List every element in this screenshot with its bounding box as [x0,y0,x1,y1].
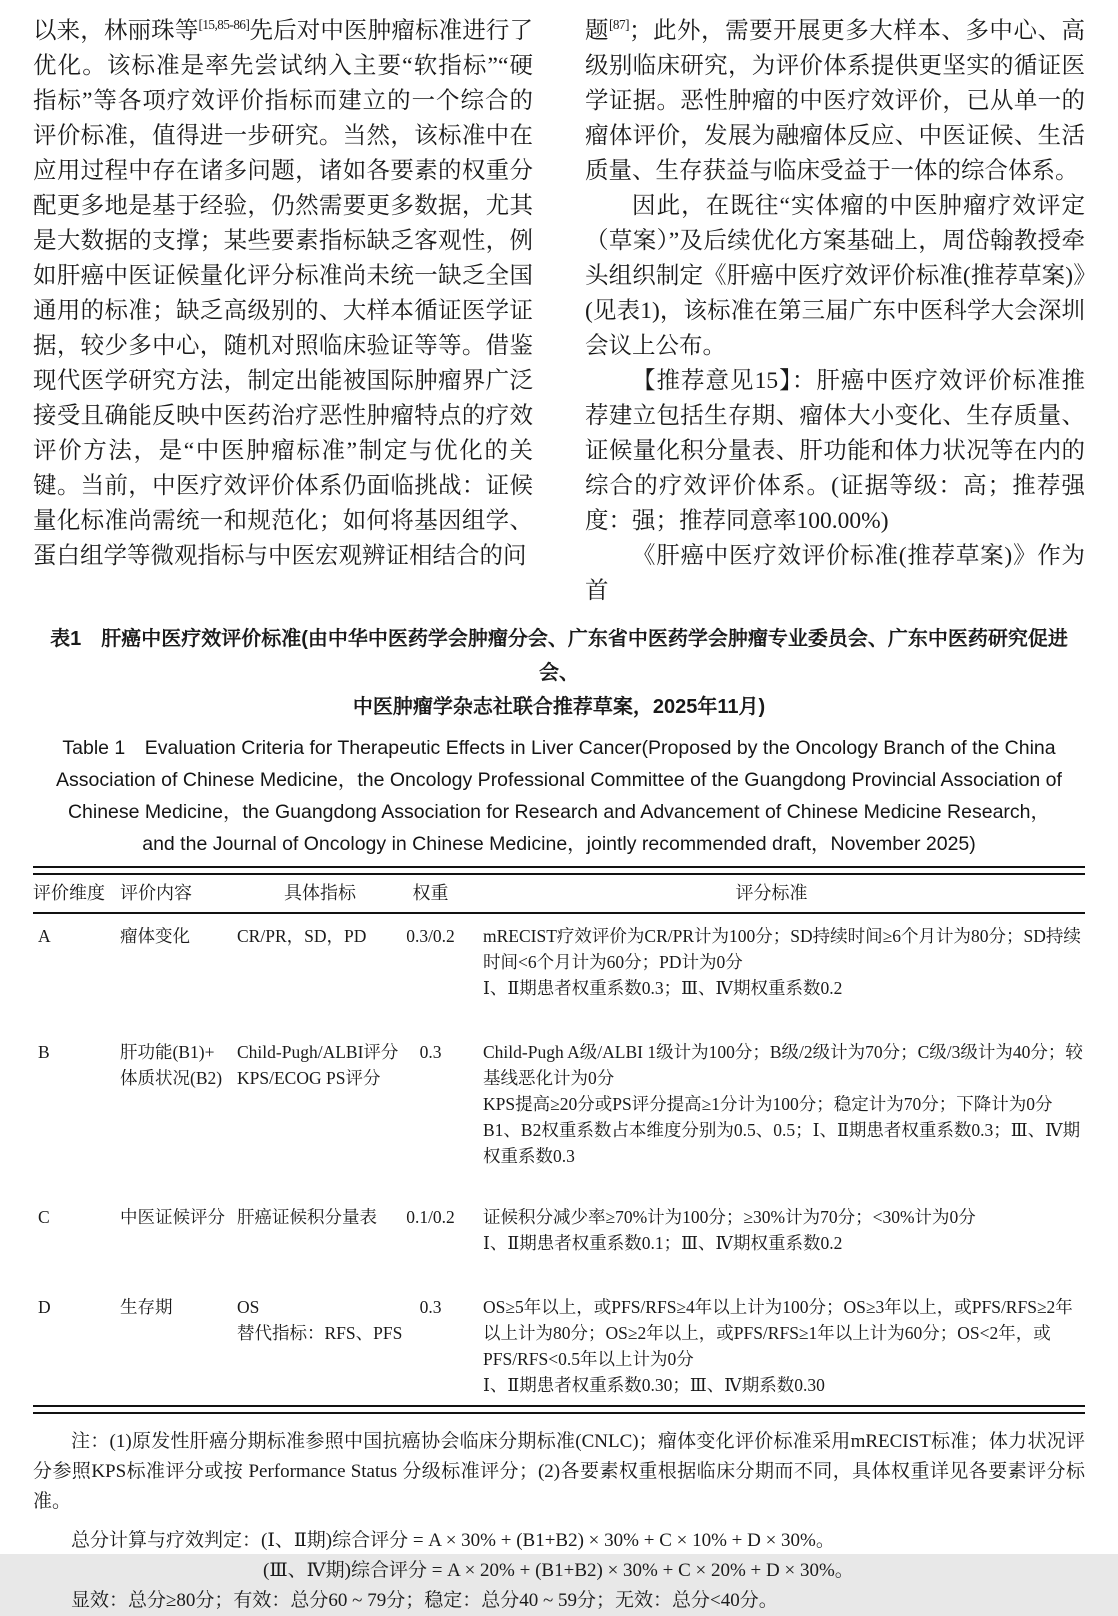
cell-indicator [237,1204,403,1256]
body-paragraph: 以来，林丽珠等[15,85-86]先后对中医肿瘤标准进行了优化。该标准是率先尝试纳入主要“软指标”“硬指标”等各项疗效评价指标而建立的一个综合的评价标准，值得进一步研究。当然，该标准中在应用过程中存在诸多问题，诸如各要素的权重分配更多地是基于经验，仍然需要更多数据，尤其是大数据的支撑；某些要素指标缺乏客观性，例如肝癌中医证候量化评分标准尚未统一缺乏全国通用的标准；缺乏高级别的、大样本循证医学证据，较少多中心，随机对照临床验证等等。借鉴现代医学研究方法，制定出能被国际肿瘤界广泛接受且确能反映中医药治疗恶性肿瘤特点的疗效评价方法，是“中医肿瘤标准”制定与优化的关键。当前，中医疗效评价体系仍面临挑战：证候量化标准尚需统一和规范化；如何将基因组学、蛋白组学等微观指标与中医宏观辨证相结合的问 [33,17,534,569]
caption-line: 中医肿瘤学杂志社联合推荐草案，2025年11月) [352,696,766,718]
cell-weight: 0.3/0.2 [406,926,455,946]
note-general: 注：(1)原发性肝癌分期标准参照中国抗癌协会临床分期标准(CNLC)；瘤体变化评价标准采用mRECIST标准；体力状况评分参照KPS标准评分或按 Performance Status 分级标准评分；(2)各要素权重根据临床分期而不同，具体权重详见各要素评分标准。 [33,1431,1085,1512]
header-indicator: 具体指标 [284,883,356,903]
cell-line: CR/PR，SD，PD [237,926,367,946]
cell-line: 中医证候评分 [120,1207,225,1227]
criteria-paragraph: OS≥5年以上，或PFS/RFS≥4年以上计为100分；OS≥3年以上，或PFS/RFS≥2年以上计为80分；OS≥2年以上，或PFS/RFS≥1年以上计为60分；OS<2年，或PFS/RFS<0.5年以上计为0分 [483,1297,1073,1369]
cell-indicator [237,1294,403,1398]
note-formula-stage34: (Ⅲ、Ⅳ期)综合评分 = A × 20% + (B1+B2) × 30% + C × 20% + D × 30%。 [263,1560,854,1581]
cell-line: KPS/ECOG PS评分 [237,1068,381,1088]
criteria-paragraph: Ⅰ、Ⅱ期患者权重系数0.3；Ⅲ、Ⅳ期权重系数0.2 [483,978,843,998]
cell-line: 替代指标：RFS、PFS [237,1323,403,1343]
caption-line: Chinese Medicine，the Guangdong Association for Research and Advancement of Chinese Medicine Research， [67,801,1051,823]
table-bottom-rule [33,1405,1085,1414]
cell-dimension: C [38,1207,50,1227]
body-paragraph: 《肝癌中医疗效评价标准(推荐草案)》作为首 [585,543,1085,604]
table-caption-english [33,732,1085,860]
cell-line: Child-Pugh/ALBI评分 [237,1042,399,1062]
criteria-paragraph: B1、B2权重系数占本维度分别为0.5、0.5；Ⅰ、Ⅱ期患者权重系数0.3；Ⅲ、Ⅳ期权重系数0.3 [483,1120,1081,1166]
cell-dimension: B [38,1042,50,1062]
cell-line: 肝功能(B1)+ [120,1042,215,1062]
cell-weight: 0.3 [419,1297,442,1317]
body-paragraph: 因此，在既往“实体瘤的中医肿瘤疗效评定（草案）”及后续优化方案基础上，周岱翰教授牵头组织制定《肝癌中医疗效评价标准(推荐草案)》(见表1)，该标准在第三届广东中医科学大会深圳会议上公布。 [585,193,1085,359]
cell-line: 体质状况(B2) [120,1068,223,1088]
note-grading: 显效：总分≥80分；有效：总分60 ~ 79分；稳定：总分40 ~ 59分；无效：总分<40分。 [71,1590,778,1611]
cell-criteria [458,923,1085,1001]
note-formula-stage12: 总分计算与疗效判定：(Ⅰ、Ⅱ期)综合评分 = A × 30% + (B1+B2) × 30% + C × 10% + D × 30%。 [71,1530,835,1551]
cell-criteria [458,1039,1085,1169]
table-caption-chinese [33,622,1085,724]
cell-indicator [237,1039,403,1169]
caption-line: and the Journal of Oncology in Chinese Medicine，jointly recommended draft，November 2025) [142,833,976,855]
criteria-paragraph: Ⅰ、Ⅱ期患者权重系数0.1；Ⅲ、Ⅳ期权重系数0.2 [483,1233,843,1253]
criteria-paragraph: KPS提高≥20分或PS评分提高≥1分计为100分；稳定计为70分；下降计为0分 [483,1094,1053,1114]
evaluation-criteria-table [33,866,1085,1414]
caption-line: Table 1 Evaluation Criteria for Therapeutic Effects in Liver Cancer(Proposed by the Oncology Branch of the China [62,737,1056,759]
cell-dimension: D [38,1297,51,1317]
table-row-b [33,1030,1085,1195]
cell-line: OS [237,1297,260,1317]
cell-line: 肝癌证候积分量表 [237,1207,377,1227]
header-criteria: 评分标准 [735,883,808,903]
cell-content [120,1039,237,1169]
cell-weight: 0.3 [419,1042,442,1062]
table-notes [33,1427,1085,1616]
cell-content [120,1204,237,1256]
header-content: 评价内容 [120,883,192,903]
cell-line: 瘤体变化 [120,926,190,946]
body-text-columns [33,14,1086,604]
criteria-paragraph: 证候积分减少率≥70%计为100分；≥30%计为70分；<30%计为0分 [483,1207,976,1227]
table-row-a [33,914,1085,1030]
cell-content [120,1294,237,1398]
cell-content [120,923,237,1001]
cell-indicator [237,923,403,1001]
cell-criteria [458,1204,1085,1256]
cell-weight: 0.1/0.2 [406,1207,455,1227]
caption-line: Association of Chinese Medicine，the Oncology Professional Committee of the Guangdong Provincial Association of [56,769,1062,791]
criteria-paragraph: Child-Pugh A级/ALBI 1级计为100分；B级/2级计为70分；C级/3级计为40分；较基线恶化计为0分 [483,1042,1083,1088]
header-dimension: 评价维度 [33,883,105,903]
body-paragraph: 【推荐意见15】：肝癌中医疗效评价标准推荐建立包括生存期、瘤体大小变化、生存质量、证候量化积分量表、肝功能和体力状况等在内的综合的疗效评价体系。(证据等级：高；推荐强度：强；推荐同意率100.00%) [585,368,1085,534]
table-row-c [33,1195,1085,1285]
criteria-paragraph: Ⅰ、Ⅱ期患者权重系数0.30；Ⅲ、Ⅳ期系数0.30 [483,1375,825,1395]
left-column [33,14,533,576]
body-paragraph: 题[87]；此外，需要开展更多大样本、多中心、高级别临床研究，为评价体系提供更坚实的循证医学证据。恶性肿瘤的中医疗效评价，已从单一的瘤体评价，发展为融瘤体反应、中医证候、生活质量、生存获益与临床受益于一体的综合体系。 [585,17,1086,184]
cell-line: 生存期 [120,1297,173,1317]
table-header-row [33,875,1085,912]
cell-dimension: A [38,926,51,946]
cell-criteria [458,1294,1085,1398]
header-weight: 权重 [412,883,449,903]
right-column [585,14,1086,604]
table-top-rule [33,866,1085,875]
criteria-paragraph: mRECIST疗效评价为CR/PR计为100分；SD持续时间≥6个月计为80分；SD持续时间<6个月计为60分；PD计为0分 [483,926,1081,972]
caption-line: 表1 肝癌中医疗效评价标准(由中华中医药学会肿瘤分会、广东省中医药学会肿瘤专业委员会、广东中医药研究促进会、 [50,628,1068,684]
table-row-d [33,1285,1085,1405]
